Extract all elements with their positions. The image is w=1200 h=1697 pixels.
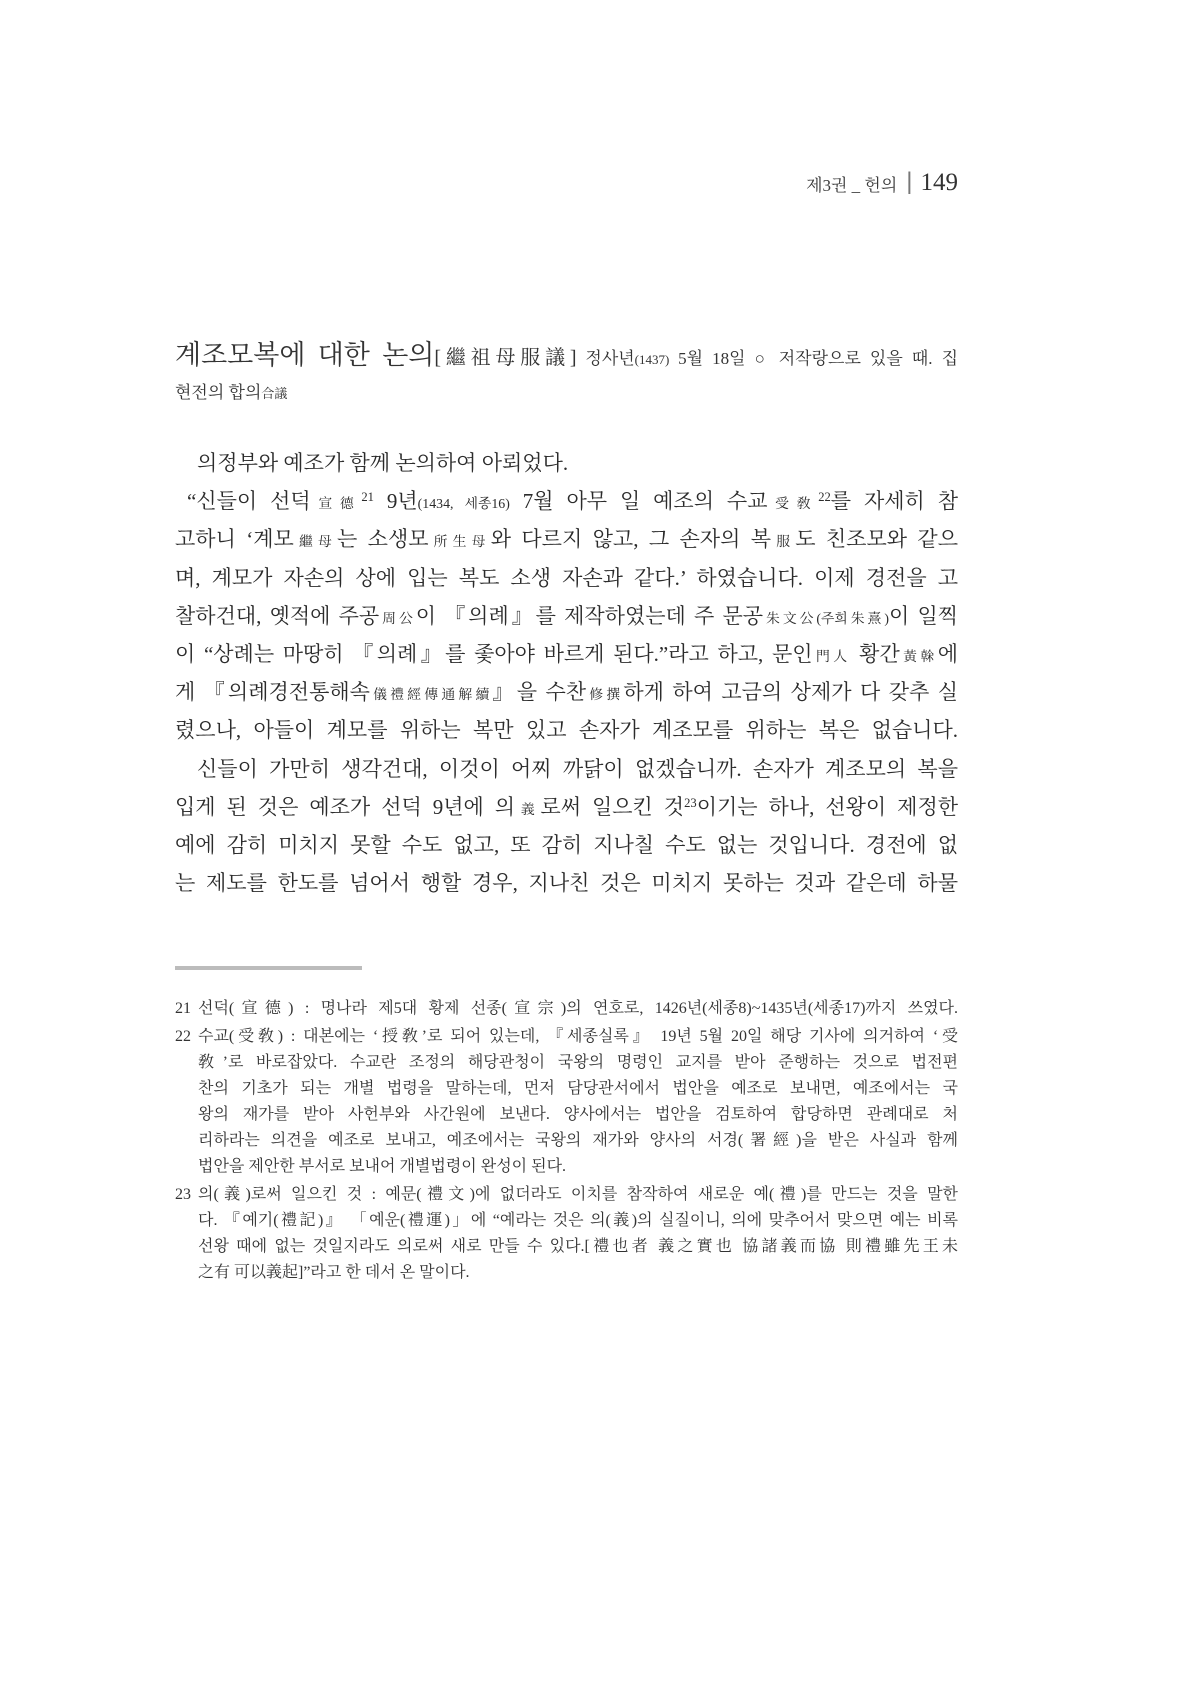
footnote xyxy=(175,1182,958,1286)
text-run: 의정부와 예조가 함께 논의하여 아뢰었다. xyxy=(197,451,569,475)
running-header xyxy=(806,166,958,200)
body-line xyxy=(175,444,958,482)
footnote-line: 왕의 재가를 받아 사헌부와 사간원에 보낸다. 양사에서는 법안을 검토하여 합당하면 관례대로 처 xyxy=(198,1106,958,1123)
hanja-gloss: 周公 xyxy=(379,610,416,626)
footnote-number: 23 xyxy=(175,1186,191,1203)
text-run: 찰하건대, 옛적에 주공 xyxy=(175,603,380,628)
text-run: 9년 xyxy=(373,489,418,514)
text-run: 』을 수찬 xyxy=(492,680,587,705)
hanja-gloss: 受敎 xyxy=(767,496,819,512)
hanja-gloss: 所生母 xyxy=(428,534,491,550)
body-line xyxy=(175,482,958,520)
body-line xyxy=(175,826,958,864)
footnote-line: 의(義)로써 일으킨 것 : 예문(禮文)에 없더라도 이치를 참작하여 새로운 예(禮)를 만드는 것을 말한 xyxy=(198,1186,958,1203)
hanja-gloss: 繼母 xyxy=(293,534,337,550)
footnote-line: 선덕(宣德) : 명나라 제5대 황제 선종(宣宗)의 연호로, 1426년(세종8)~1435년(세종17)까지 쓰였다. xyxy=(198,1000,958,1017)
text-run: 를 자세히 참 xyxy=(830,489,959,514)
text-run: 하게 하여 고금의 상제가 다 갖추 실 xyxy=(623,680,959,705)
footnote-number: 22 xyxy=(175,1028,191,1045)
text-run: 며, 계모가 자손의 상에 입는 복도 소생 자손과 같다.’ 하였습니다. 이제 경전을 고 xyxy=(175,565,958,590)
footnote-body xyxy=(198,996,958,1022)
text-run: 와 다르지 않고, 그 손자의 복 xyxy=(490,527,772,552)
text-run: 게 『의례경전통해속 xyxy=(175,680,370,705)
text-run: 황간 xyxy=(850,641,900,666)
text-run: 이 일찍 xyxy=(888,603,959,628)
title-note: 현전의 합의 xyxy=(175,383,262,402)
text-run: 이 “상례는 마땅히 『의례』를 좇아야 바르게 된다.”라고 하고, 문인 xyxy=(175,641,813,666)
text-run: 로써 일으킨 것 xyxy=(540,794,685,819)
footnote-line: 선왕 때에 없는 것일지라도 의로써 새로 만들 수 있다.[禮也者 義之實也 協諸義而協 則禮雖先王未 xyxy=(198,1238,958,1255)
page-number: 149 xyxy=(920,169,958,196)
body-line xyxy=(175,559,958,597)
body-line xyxy=(175,520,958,558)
hanja-gloss: 服 xyxy=(771,534,796,550)
body-line xyxy=(175,711,958,749)
footnote-separator xyxy=(175,966,362,970)
footnote-line: 다. 『예기(禮記)』 「예운(禮運)」에 “예라는 것은 의(義)의 실질이니, 의에 맞추어서 맞으면 예는 비록 xyxy=(198,1212,958,1229)
text-run: 는 소생모 xyxy=(336,527,429,552)
text-run: 신들이 가만히 생각건대, 이것이 어찌 까닭이 없겠습니까. 손자가 계조모의 복을 xyxy=(197,756,958,781)
body-line xyxy=(175,788,958,826)
footnote-line: 리하라는 의견을 예조로 보내고, 예조에서는 국왕의 재가와 양사의 서경(署經)을 받은 사실과 함께 xyxy=(198,1132,958,1149)
section-label: 제3권 _ 헌의 xyxy=(806,175,898,195)
title-heading: 계조모복에 대한 논의 xyxy=(175,340,435,370)
text-run: 고하니 ‘계모 xyxy=(175,527,294,552)
body-text xyxy=(175,444,958,902)
footnote-ref: 23 xyxy=(684,795,697,810)
footnote-number: 21 xyxy=(175,1000,191,1017)
hanja-gloss: 黃榦 xyxy=(899,648,938,664)
footnote-body xyxy=(198,1182,958,1286)
text-run: 도 친조모와 같으 xyxy=(795,527,959,552)
hanja-gloss: 儀禮經傳通解續 xyxy=(369,687,493,703)
body-line xyxy=(175,673,958,711)
hanja-gloss: 修撰 xyxy=(586,687,624,703)
title-line xyxy=(175,374,958,412)
title-date-year: (1437) xyxy=(634,352,670,367)
footnote-line: 법안을 제안한 부서로 보내어 개별법령이 완성이 된다. xyxy=(198,1158,567,1175)
text-run: 렸으나, 아들이 계모를 위하는 복만 있고 손자가 계조모를 위하는 복은 없습니다. xyxy=(175,718,958,743)
footnote-line: 수교(受敎) : 대본에는 ‘授敎’로 되어 있는데, 『세종실록』 19년 5월 20일 해당 기사에 의거하여 ‘受 xyxy=(198,1028,958,1045)
hanja-gloss: 宣德 xyxy=(310,496,362,512)
footnote-body xyxy=(198,1024,958,1180)
footnote xyxy=(175,1024,958,1180)
title-line xyxy=(175,336,958,374)
body-line xyxy=(175,864,958,902)
body-line xyxy=(175,635,958,673)
footnotes xyxy=(175,996,958,1288)
body-line xyxy=(175,597,958,635)
text-run: 7월 아무 일 예조의 수교 xyxy=(509,489,768,514)
footnote-line: 敎’로 바로잡았다. 수교란 조정의 해당관청이 국왕의 명령인 교지를 받아 준행하는 것으로 법전편 xyxy=(198,1054,958,1071)
footnote-line: 之有 可以義起]”라고 한 데서 온 말이다. xyxy=(198,1264,470,1281)
hanja-gloss: 朱文公(주희朱熹) xyxy=(763,610,889,626)
text-run: 이 『의례』를 제작하였는데 주 문공 xyxy=(415,603,764,628)
body-line xyxy=(175,750,958,788)
footnote xyxy=(175,996,958,1022)
header-separator: | xyxy=(906,168,913,195)
title-date-rest: 5월 18일 ○ 저작랑으로 있을 때. 집 xyxy=(678,349,958,368)
hanja-gloss: 門人 xyxy=(812,648,851,664)
title-hanja: [繼祖母服議] xyxy=(434,347,577,369)
title-date-prefix: 정사년 xyxy=(585,349,635,368)
footnote-ref: 22 xyxy=(818,490,831,505)
text-run: 에 xyxy=(937,641,959,666)
text-run: 는 제도를 한도를 넘어서 행할 경우, 지나친 것은 미치지 못하는 것과 같은데 하물 xyxy=(175,871,958,896)
text-run: “신들이 선덕 xyxy=(187,489,311,514)
footnote-ref: 21 xyxy=(361,490,374,505)
hanja-gloss: 義 xyxy=(515,801,541,817)
footnote-line: 찬의 기초가 되는 개별 법령을 말하는데, 먼저 담당관서에서 법안을 예조로 보내면, 예조에서는 국 xyxy=(198,1080,958,1097)
text-run: 예에 감히 미치지 못할 수도 없고, 또 감히 지나칠 수도 없는 것입니다. 경전에 없 xyxy=(175,832,958,857)
article-title xyxy=(175,336,958,412)
title-note-hanja: 合議 xyxy=(261,386,288,401)
date-gloss: (1434, 세종16) xyxy=(417,496,510,512)
text-run: 입게 된 것은 예조가 선덕 9년에 의 xyxy=(175,794,516,819)
text-run: 이기는 하나, 선왕이 제정한 xyxy=(696,794,959,819)
